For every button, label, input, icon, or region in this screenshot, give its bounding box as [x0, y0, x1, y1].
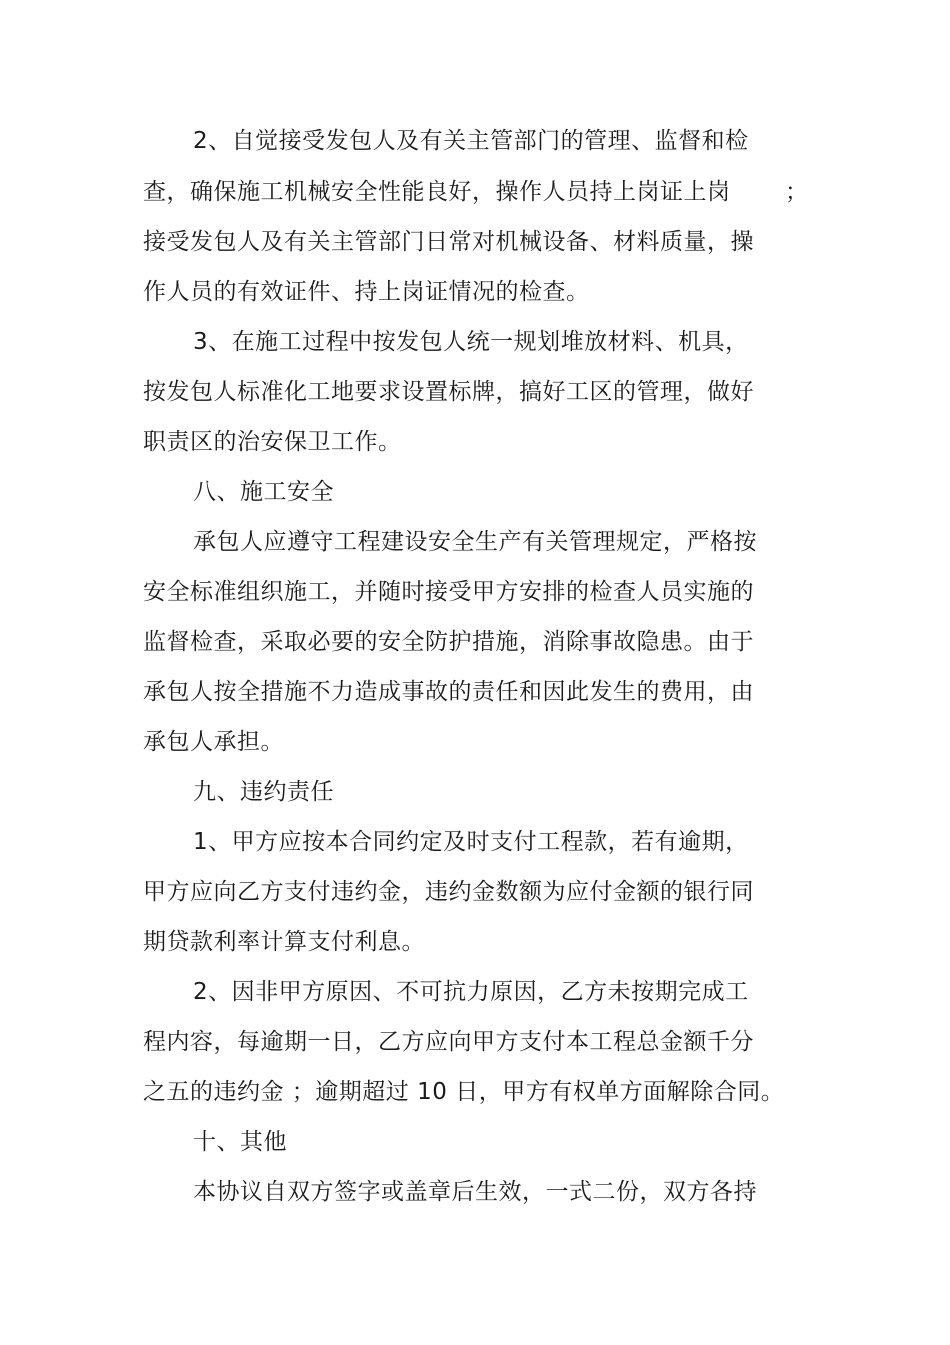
section-heading: 九、违约责任: [193, 779, 334, 805]
paragraph-line: 接受发包人及有关主管部门日常对机械设备、材料质量，操: [143, 229, 754, 255]
paragraph-line: 之五的违约金 ；逾期超过 10 日，甲方有权单方面解除合同。: [143, 1079, 785, 1105]
paragraph-line: 按发包人标准化工地要求设置标牌，搞好工区的管理，做好: [143, 379, 754, 405]
paragraph-line: 2、因非甲方原因、不可抗力原因，乙方未按期完成工: [193, 979, 749, 1005]
paragraph-line: 承包人承担。: [143, 729, 284, 755]
paragraph-line: 监督检查，采取必要的安全防护措施，消除事故隐患。由于: [143, 629, 754, 655]
paragraph-line: 3、在施工过程中按发包人统一规划堆放材料、机具，: [193, 329, 749, 355]
paragraph-line: 甲方应向乙方支付违约金，违约金数额为应付金额的银行同: [143, 879, 754, 905]
paragraph-line: 职责区的治安保卫工作。: [143, 429, 402, 455]
paragraph-line: ；: [785, 179, 809, 205]
paragraph-line: 程内容，每逾期一日，乙方应向甲方支付本工程总金额千分: [143, 1029, 754, 1055]
paragraph-line: 2、自觉接受发包人及有关主管部门的管理、监督和检: [193, 128, 749, 154]
paragraph-line: 作人员的有效证件、持上岗证情况的检查。: [143, 279, 590, 305]
paragraph-line: 本协议自双方签字或盖章后生效，一式二份，双方各持: [193, 1179, 757, 1205]
paragraph-line: 承包人应遵守工程建设安全生产有关管理规定，严格按: [193, 529, 757, 555]
paragraph-line: 1、甲方应按本合同约定及时支付工程款，若有逾期，: [193, 829, 749, 855]
paragraph-line: 期贷款利率计算支付利息。: [143, 929, 425, 955]
paragraph-line: 查，确保施工机械安全性能良好，操作人员持上岗证上岗: [143, 179, 731, 205]
section-heading: 十、其他: [193, 1129, 287, 1155]
paragraph-line: 安全标准组织施工，并随时接受甲方安排的检查人员实施的: [143, 579, 754, 605]
section-heading: 八、施工安全: [193, 479, 334, 505]
paragraph-line: 承包人按全措施不力造成事故的责任和因此发生的费用，由: [143, 679, 754, 705]
